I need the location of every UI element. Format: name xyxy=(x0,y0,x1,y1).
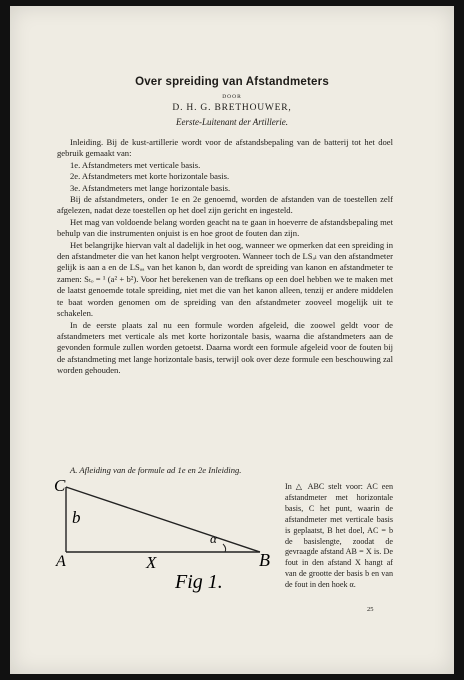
triangle-figure xyxy=(50,476,280,598)
byline-door: DOOR xyxy=(222,94,242,100)
paragraph-intro: Inleiding. Bij de kust-artillerie wordt voor de afstandsbepaling van de batterij tot het doel gebruik gemaakt van: xyxy=(57,137,393,159)
label-b: B xyxy=(259,550,270,570)
list-item-2: 2e. Afstandmeters met korte horizontale basis. xyxy=(70,171,230,182)
body-text xyxy=(57,137,393,377)
label-c: C xyxy=(54,476,66,495)
paragraph-4: Het belangrijke hiervan valt al dadelijk in het oog, wanneer we opmerken dat een spreiding in den afstandmeter die van het kanon helpt vergrooten. Wanneer toch de LSₐₗ van den afstandmeter gelijk is aan a en de LSₐₐ van het kanon b, dan wordt de spreiding van kanon en afstandmeter te zamen: Sₜₒ = ¹ (a² + b²). Voor het berekenen van de trefkans op een doel hebben we te maken met de laatst genoemde totale spreiding, niet met die van het kanon alleen, tenzij er andere middelen te baat worden genomen om de spreiding van den afstandmeter zooveel mogelijk uit te schakelen. xyxy=(57,239,393,319)
label-a: A xyxy=(56,553,66,570)
label-alpha: α xyxy=(210,531,217,546)
angle-arc xyxy=(223,544,226,552)
list-item-3: 3e. Afstandmeters met lange horizontale basis. xyxy=(70,182,231,193)
paragraph-5: In de eerste plaats zal nu een formule worden afgeleid, die zoowel geldt voor de afstandmeters met verticale als met korte horizontale basis, waarna die afstandmeters aan de gevonden formule zullen worden getoetst. Daarna wordt een formule afgeleid voor de fouten bij de afstandmeting met lange horizontale basis, terwijl ook over deze formule een beschouwing zal worden gehouden. xyxy=(57,319,393,376)
author-name: D. H. G. BRETHOUWER, xyxy=(172,103,292,113)
list-item-1: 1e. Afstandmeters met verticale basis. xyxy=(70,159,201,170)
paper-title: Over spreiding van Afstandmeters xyxy=(135,76,329,88)
figure-caption: Fig 1. xyxy=(175,571,223,593)
label-side-b: b xyxy=(72,508,81,527)
label-side-x: X xyxy=(146,553,157,572)
side-cb xyxy=(66,487,260,552)
paragraph-2: Bij de afstandmeters, onder 1e en 2e genoemd, worden de afstanden van de toestellen zelf afgelezen, nadat deze toestellen op het doel zijn gericht en ingesteld. xyxy=(57,194,393,216)
page-number: 25 xyxy=(367,606,374,613)
author-affiliation: Eerste-Luitenant der Artillerie. xyxy=(175,117,289,127)
section-heading: A. Afleiding van de formule ad 1e en 2e Inleiding. xyxy=(70,465,242,475)
figure-description: In △ ABC stelt voor: AC een afstandmeter met horizontale basis, C het punt, waarin de afstandmeter met verticale basis is geplaatst, B het doel, AC = b de basislengte, zoodat de gevraagde afstand AB = X is. De fout in den afstand X hangt af van de grootte der basis b en van de fout in den hoek α. xyxy=(285,482,393,590)
paragraph-3: Het mag van voldoende belang worden geacht na te gaan in hoeverre de afstandsbepaling met behulp van die instrumenten onjuist is en hoe groot de fouten dan zijn. xyxy=(57,216,393,239)
